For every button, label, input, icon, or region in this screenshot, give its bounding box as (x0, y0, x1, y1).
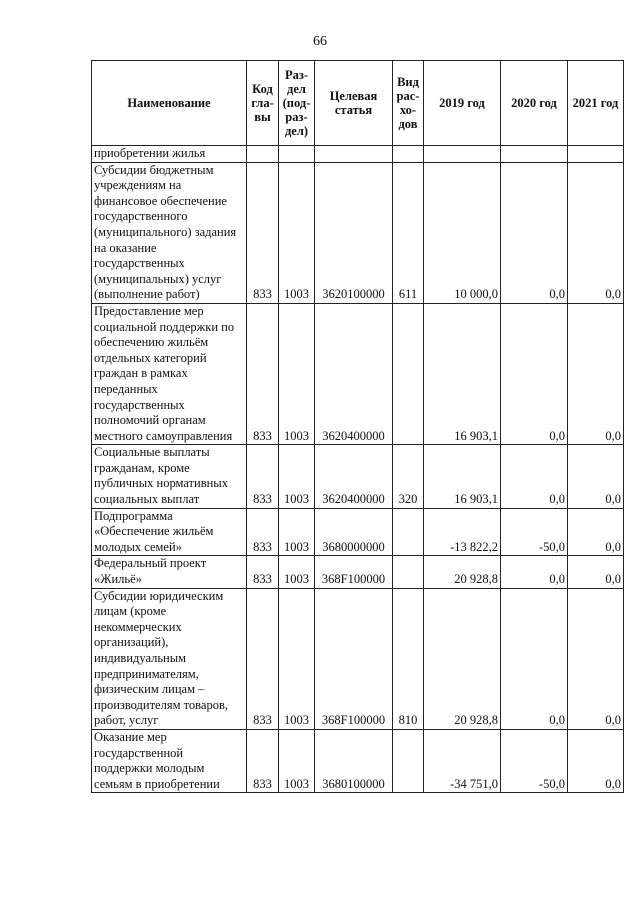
row-2021: 0,0 (568, 588, 624, 729)
header-section: Раз- дел (под- раз- дел) (279, 61, 315, 146)
header-target: Целевая статья (315, 61, 393, 146)
header-name: Наименование (92, 61, 247, 146)
row-code: 833 (247, 556, 279, 588)
row-2020: -50,0 (501, 729, 568, 792)
row-type: 810 (393, 588, 424, 729)
row-code: 833 (247, 162, 279, 303)
table-row (92, 729, 624, 792)
table-row (92, 445, 624, 508)
row-name: Подпрограмма «Обеспечение жильём молодых семей» (92, 508, 247, 556)
row-2020: 0,0 (501, 303, 568, 444)
row-2021 (568, 146, 624, 163)
row-section: 1003 (279, 162, 315, 303)
row-2019: 16 903,1 (424, 445, 501, 508)
row-code: 833 (247, 303, 279, 444)
table-row (92, 508, 624, 556)
row-name: Субсидии юридическим лицам (кроме некоммерческих организаций), индивидуальным предпринимателям, физическим лицам – производителям товаров, работ, услуг (92, 588, 247, 729)
row-target: 3680000000 (315, 508, 393, 556)
row-code: 833 (247, 445, 279, 508)
row-code: 833 (247, 588, 279, 729)
row-2019: 16 903,1 (424, 303, 501, 444)
row-section: 1003 (279, 508, 315, 556)
budget-table (91, 60, 624, 793)
row-section (279, 146, 315, 163)
page-number: 66 (313, 34, 327, 49)
row-target (315, 146, 393, 163)
row-2019: 20 928,8 (424, 588, 501, 729)
row-2020: -50,0 (501, 508, 568, 556)
row-code: 833 (247, 508, 279, 556)
row-type (393, 729, 424, 792)
table-row (92, 556, 624, 588)
table-row (92, 162, 624, 303)
row-2020: 0,0 (501, 556, 568, 588)
row-2019: -34 751,0 (424, 729, 501, 792)
row-code (247, 146, 279, 163)
row-section: 1003 (279, 729, 315, 792)
row-2019: 10 000,0 (424, 162, 501, 303)
row-type (393, 556, 424, 588)
row-name: Субсидии бюджетным учреждениям на финансовое обеспечение государственного (муниципального) задания на оказание государственных (муниципальных) услуг (выполнение работ) (92, 162, 247, 303)
row-type (393, 303, 424, 444)
row-target: 368F100000 (315, 556, 393, 588)
row-type: 320 (393, 445, 424, 508)
row-name: Социальные выплаты гражданам, кроме публичных нормативных социальных выплат (92, 445, 247, 508)
row-name: Предоставление мер социальной поддержки по обеспечению жильём отдельных категорий граждан в рамках переданных государственных полномочий органам местного самоуправления (92, 303, 247, 444)
row-code: 833 (247, 729, 279, 792)
table-header (92, 61, 624, 146)
row-2021: 0,0 (568, 162, 624, 303)
row-target: 3620400000 (315, 445, 393, 508)
row-2019: 20 928,8 (424, 556, 501, 588)
header-2020: 2020 год (501, 61, 568, 146)
row-2019: -13 822,2 (424, 508, 501, 556)
row-section: 1003 (279, 588, 315, 729)
table-row (92, 146, 624, 163)
row-name: Федеральный проект «Жильё» (92, 556, 247, 588)
row-2020: 0,0 (501, 588, 568, 729)
row-2021: 0,0 (568, 508, 624, 556)
header-code: Код гла- вы (247, 61, 279, 146)
table-row (92, 588, 624, 729)
row-type (393, 146, 424, 163)
row-2021: 0,0 (568, 556, 624, 588)
row-section: 1003 (279, 445, 315, 508)
row-2020: 0,0 (501, 162, 568, 303)
table-body (92, 146, 624, 793)
row-target: 3620100000 (315, 162, 393, 303)
row-section: 1003 (279, 303, 315, 444)
row-2019 (424, 146, 501, 163)
row-name: Оказание мер государственной поддержки молодым семьям в приобретении (92, 729, 247, 792)
row-2021: 0,0 (568, 303, 624, 444)
row-2021: 0,0 (568, 445, 624, 508)
header-2019: 2019 год (424, 61, 501, 146)
row-target: 3680100000 (315, 729, 393, 792)
row-2020 (501, 146, 568, 163)
row-target: 3620400000 (315, 303, 393, 444)
table-row (92, 303, 624, 444)
header-2021: 2021 год (568, 61, 624, 146)
header-type: Вид рас- хо- дов (393, 61, 424, 146)
row-target: 368F100000 (315, 588, 393, 729)
row-type: 611 (393, 162, 424, 303)
row-2020: 0,0 (501, 445, 568, 508)
row-2021: 0,0 (568, 729, 624, 792)
row-type (393, 508, 424, 556)
row-section: 1003 (279, 556, 315, 588)
row-name: приобретении жилья (92, 146, 247, 163)
